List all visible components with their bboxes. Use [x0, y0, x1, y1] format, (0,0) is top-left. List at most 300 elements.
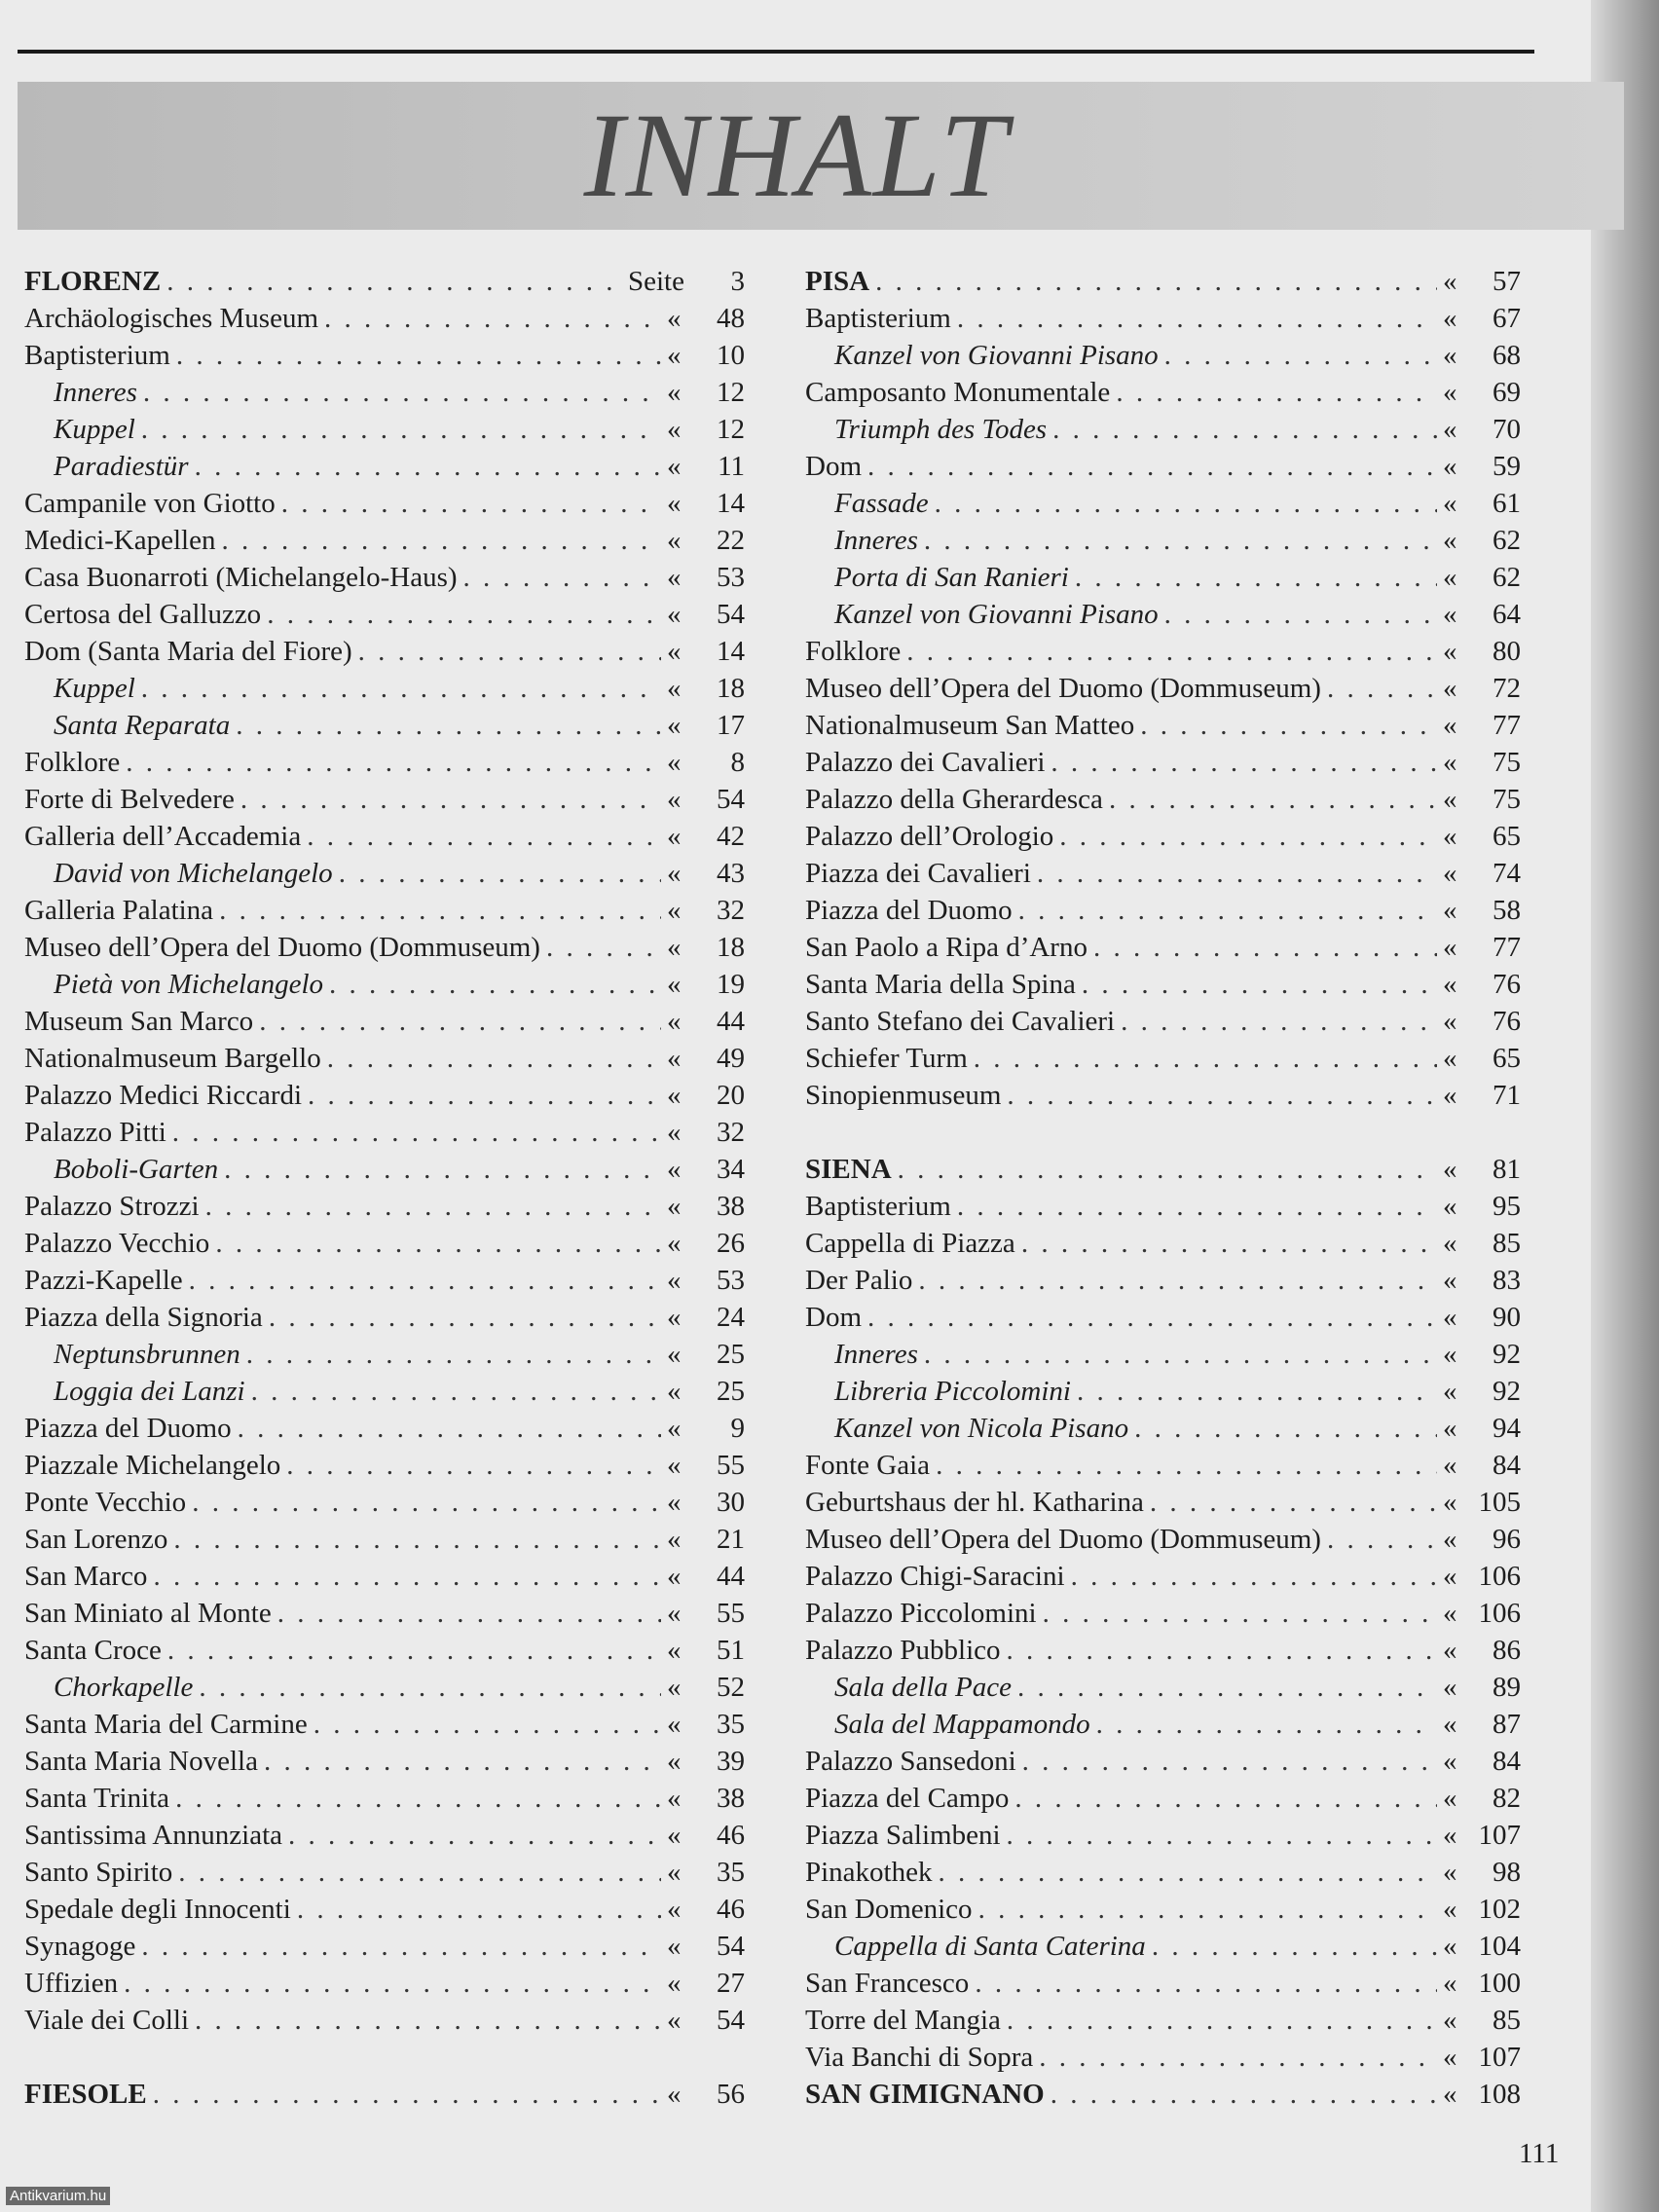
- dot-leader: [935, 485, 1437, 522]
- toc-entry-title: San Marco: [24, 1561, 148, 1592]
- dot-leader: [867, 448, 1437, 485]
- toc-entry: [24, 2002, 745, 2039]
- dot-leader: [288, 1817, 661, 1854]
- toc-entry: [805, 1521, 1521, 1558]
- page-ref-mark: «: [1443, 1746, 1457, 1777]
- page-ref-number: 107: [1478, 1820, 1521, 1851]
- page-ref-number: 53: [717, 1265, 745, 1296]
- page-ref-number: 34: [717, 1154, 745, 1185]
- page-ref-number: 24: [717, 1302, 745, 1333]
- toc-entry-title: Santa Trinita: [24, 1783, 170, 1814]
- page-ref-mark: «: [1443, 1080, 1457, 1111]
- dot-leader: [867, 1299, 1437, 1336]
- page-ref-number: 9: [730, 1413, 745, 1444]
- toc-entry: [805, 522, 1521, 559]
- toc-entry-title: Viale dei Colli: [24, 2005, 190, 2036]
- page-ref-mark: «: [1443, 2079, 1457, 2110]
- toc-entry-title: Pietà von Michelangelo: [54, 969, 324, 1000]
- dot-leader: [1059, 818, 1437, 855]
- toc-entry-title: Medici-Kapellen: [24, 525, 216, 556]
- page-ref-number: 69: [1493, 377, 1521, 408]
- toc-entry: [805, 1780, 1521, 1817]
- toc-entry: [805, 1410, 1521, 1447]
- page-ref-number: 49: [717, 1043, 745, 1074]
- section-gap: [805, 1114, 1521, 1151]
- page-ref-mark: Seite: [628, 266, 684, 297]
- toc-entry-title: Inneres: [834, 1339, 918, 1370]
- title-band: [18, 82, 1624, 230]
- page-ref-mark: «: [667, 821, 682, 852]
- page-ref-number: 75: [1493, 747, 1521, 778]
- dot-leader: [1017, 1669, 1437, 1706]
- page-ref-number: 74: [1493, 858, 1521, 889]
- page-ref-number: 14: [717, 488, 745, 519]
- page-ref-number: 25: [717, 1339, 745, 1370]
- toc-section-heading: [24, 2076, 745, 2113]
- toc-entry: [24, 929, 745, 966]
- page-ref-number: 54: [717, 784, 745, 815]
- dot-leader: [1021, 1225, 1437, 1262]
- page-ref-mark: «: [1443, 1561, 1457, 1592]
- page-ref-number: 51: [717, 1635, 745, 1666]
- dot-leader: [898, 1151, 1437, 1188]
- dot-leader: [1116, 374, 1437, 411]
- dot-leader: [1164, 596, 1437, 633]
- page-number: 111: [1519, 2138, 1560, 2169]
- toc-entry-title: Palazzo Strozzi: [24, 1191, 200, 1222]
- page-ref-mark: «: [667, 414, 682, 445]
- toc-entry-title: Torre del Mangia: [805, 2005, 1001, 2036]
- toc-entry-title: Palazzo Medici Riccardi: [24, 1080, 303, 1111]
- page-ref-mark: «: [1443, 1339, 1457, 1370]
- dot-leader: [124, 1965, 661, 2002]
- toc-entry: [24, 707, 745, 744]
- dot-leader: [1007, 1817, 1437, 1854]
- toc-entry: [805, 707, 1521, 744]
- watermark: Antikvarium.hu: [6, 2187, 110, 2205]
- page-ref-number: 17: [717, 710, 745, 741]
- toc-entry: [805, 1817, 1521, 1854]
- page-ref-number: 76: [1493, 1006, 1521, 1037]
- page-ref-mark: «: [667, 1376, 682, 1407]
- dot-leader: [195, 2002, 661, 2039]
- dot-leader: [1022, 1743, 1437, 1780]
- toc-entry: [24, 1225, 745, 1262]
- toc-entry: [24, 744, 745, 781]
- page-ref-number: 104: [1478, 1931, 1521, 1962]
- toc-entry-title: Museo dell’Opera del Duomo (Dommuseum): [805, 1524, 1321, 1555]
- page-ref-number: 19: [717, 969, 745, 1000]
- page-ref-number: 67: [1493, 303, 1521, 334]
- dot-leader: [1140, 707, 1437, 744]
- top-rule: [18, 50, 1534, 54]
- page-ref-number: 54: [717, 2005, 745, 2036]
- dot-leader: [269, 1299, 661, 1336]
- page-ref-mark: «: [1443, 525, 1457, 556]
- toc-entry-title: Santo Spirito: [24, 1857, 173, 1888]
- toc-entry-title: Campanile von Giotto: [24, 488, 276, 519]
- page-ref-mark: «: [1443, 2005, 1457, 2036]
- page-ref-number: 105: [1478, 1487, 1521, 1518]
- page-ref-number: 106: [1478, 1598, 1521, 1629]
- page-ref-mark: «: [667, 673, 682, 704]
- toc-entry: [24, 1114, 745, 1151]
- dot-leader: [1039, 2039, 1437, 2076]
- page-ref-number: 84: [1493, 1450, 1521, 1481]
- page-ref-mark: «: [1443, 1006, 1457, 1037]
- toc-entry: [805, 1447, 1521, 1484]
- toc-entry: [805, 744, 1521, 781]
- toc-entry: [805, 485, 1521, 522]
- page-ref-number: 102: [1478, 1894, 1521, 1925]
- toc-entry: [24, 522, 745, 559]
- toc-entry: [24, 559, 745, 596]
- toc-entry: [24, 300, 745, 337]
- page-ref-number: 48: [717, 303, 745, 334]
- toc-entry-title: Piazzale Michelangelo: [24, 1450, 281, 1481]
- page-ref-mark: «: [667, 1154, 682, 1185]
- toc-entry-title: Palazzo della Gherardesca: [805, 784, 1103, 815]
- page-ref-mark: «: [1443, 636, 1457, 667]
- toc-entry-title: Palazzo dei Cavalieri: [805, 747, 1046, 778]
- page-ref-number: 54: [717, 599, 745, 630]
- page-ref-number: 75: [1493, 784, 1521, 815]
- page-ref-mark: «: [667, 969, 682, 1000]
- dot-leader: [189, 1262, 661, 1299]
- toc-right-column: [805, 263, 1521, 2113]
- toc-entry-title: FLORENZ: [24, 266, 162, 297]
- page-ref-mark: «: [667, 1302, 682, 1333]
- toc-entry: [805, 1743, 1521, 1780]
- dot-leader: [307, 818, 661, 855]
- toc-entry-title: Schiefer Turm: [805, 1043, 968, 1074]
- toc-entry: [24, 411, 745, 448]
- dot-leader: [1007, 2002, 1437, 2039]
- page-ref-mark: «: [667, 1006, 682, 1037]
- dot-leader: [975, 1965, 1437, 2002]
- toc-entry-title: Palazzo Pitti: [24, 1117, 166, 1148]
- toc-entry: [24, 1965, 745, 2002]
- page-ref-number: 30: [717, 1487, 745, 1518]
- toc-entry-title: Triumph des Todes: [834, 414, 1048, 445]
- toc-entry: [805, 337, 1521, 374]
- dot-leader: [192, 1484, 661, 1521]
- page-ref-number: 56: [717, 2079, 745, 2110]
- page-ref-number: 72: [1493, 673, 1521, 704]
- page-ref-number: 89: [1493, 1672, 1521, 1703]
- page-ref-mark: «: [1443, 1302, 1457, 1333]
- toc-entry: [805, 1558, 1521, 1595]
- page-ref-number: 84: [1493, 1746, 1521, 1777]
- page-ref-mark: «: [667, 377, 682, 408]
- toc-entry: [24, 1706, 745, 1743]
- dot-leader: [906, 633, 1437, 670]
- page-ref-mark: «: [1443, 2042, 1457, 2073]
- toc-section-heading: [805, 2076, 1521, 2113]
- toc-entry-title: Museo dell’Opera del Duomo (Dommuseum): [24, 932, 540, 963]
- toc-entry-title: Santo Stefano dei Cavalieri: [805, 1006, 1116, 1037]
- page-ref-number: 32: [717, 1117, 745, 1148]
- toc-entry: [805, 1965, 1521, 2002]
- page-ref-mark: «: [667, 1709, 682, 1740]
- dot-leader: [875, 263, 1437, 300]
- dot-leader: [1152, 1928, 1437, 1965]
- dot-leader: [1082, 966, 1437, 1003]
- page-ref-number: 35: [717, 1709, 745, 1740]
- toc-entry: [24, 1077, 745, 1114]
- page-ref-number: 85: [1493, 1228, 1521, 1259]
- toc-entry-title: Inneres: [54, 377, 137, 408]
- page-ref-number: 83: [1493, 1265, 1521, 1296]
- toc-entry: [805, 633, 1521, 670]
- toc-entry-title: Chorkapelle: [54, 1672, 194, 1703]
- toc-entry: [805, 300, 1521, 337]
- dot-leader: [167, 1632, 661, 1669]
- toc-entry-title: Boboli-Garten: [54, 1154, 219, 1185]
- page-ref-mark: «: [1443, 1635, 1457, 1666]
- toc-entry: [805, 1188, 1521, 1225]
- page-ref-mark: «: [1443, 895, 1457, 926]
- toc-entry-title: Kuppel: [54, 673, 135, 704]
- toc-entry: [805, 855, 1521, 892]
- page-ref-mark: «: [667, 1450, 682, 1481]
- toc-entry-title: Synagoge: [24, 1931, 136, 1962]
- toc-entry-title: Forte di Belvedere: [24, 784, 235, 815]
- toc-entry-title: Sala della Pace: [834, 1672, 1013, 1703]
- page-ref-number: 32: [717, 895, 745, 926]
- dot-leader: [141, 670, 661, 707]
- page-ref-mark: «: [1443, 747, 1457, 778]
- toc-entry-title: Cappella di Piazza: [805, 1228, 1015, 1259]
- toc-entry: [24, 1373, 745, 1410]
- toc-entry-title: Folklore: [24, 747, 121, 778]
- page-ref-number: 55: [717, 1598, 745, 1629]
- toc-entry-title: Piazza del Campo: [805, 1783, 1010, 1814]
- toc-entry-title: Santa Croce: [24, 1635, 162, 1666]
- page-ref-mark: «: [667, 710, 682, 741]
- dot-leader: [1037, 855, 1437, 892]
- toc-entry: [805, 1632, 1521, 1669]
- toc-entry-title: Cappella di Santa Caterina: [834, 1931, 1146, 1962]
- page-ref-mark: «: [667, 1228, 682, 1259]
- toc-entry-title: Santissima Annunziata: [24, 1820, 282, 1851]
- page-ref-number: 82: [1493, 1783, 1521, 1814]
- page-ref-number: 80: [1493, 636, 1521, 667]
- toc-entry-title: Piazza della Signoria: [24, 1302, 263, 1333]
- page-ref-mark: «: [667, 2079, 682, 2110]
- page-ref-number: 85: [1493, 2005, 1521, 2036]
- toc-entry-title: San Francesco: [805, 1968, 970, 1999]
- toc-entry: [805, 892, 1521, 929]
- page-ref-mark: «: [1443, 266, 1457, 297]
- dot-leader: [178, 1854, 661, 1891]
- page-ref-number: 27: [717, 1968, 745, 1999]
- toc-entry-title: Pinakothek: [805, 1857, 933, 1888]
- dot-leader: [264, 1743, 661, 1780]
- page-ref-mark: «: [667, 1746, 682, 1777]
- page-ref-number: 81: [1493, 1154, 1521, 1185]
- page-ref-mark: «: [667, 932, 682, 963]
- toc-entry-title: San Domenico: [805, 1894, 973, 1925]
- toc-entry-title: Piazza dei Cavalieri: [805, 858, 1031, 889]
- page-ref-mark: «: [667, 1672, 682, 1703]
- toc-entry: [805, 559, 1521, 596]
- toc-entry: [805, 374, 1521, 411]
- dot-leader: [463, 559, 661, 596]
- toc-entry: [24, 1188, 745, 1225]
- toc-entry: [24, 448, 745, 485]
- dot-leader: [974, 1040, 1437, 1077]
- toc-entry: [24, 1632, 745, 1669]
- page-ref-mark: «: [1443, 1228, 1457, 1259]
- toc-entry-title: David von Michelangelo: [54, 858, 333, 889]
- page-ref-mark: «: [1443, 784, 1457, 815]
- toc-entry: [805, 1262, 1521, 1299]
- dot-leader: [978, 1891, 1437, 1928]
- dot-leader: [1121, 1003, 1437, 1040]
- page-ref-mark: «: [1443, 1931, 1457, 1962]
- page-ref-mark: «: [1443, 1968, 1457, 1999]
- page-ref-number: 96: [1493, 1524, 1521, 1555]
- page-ref-mark: «: [1443, 1524, 1457, 1555]
- page-ref-number: 62: [1493, 525, 1521, 556]
- toc-entry: [805, 1040, 1521, 1077]
- toc-entry: [805, 929, 1521, 966]
- toc-entry-title: Dom: [805, 1302, 862, 1333]
- dot-leader: [286, 1447, 661, 1484]
- dot-leader: [1327, 1521, 1437, 1558]
- page-ref-mark: «: [1443, 488, 1457, 519]
- dot-leader: [173, 1521, 661, 1558]
- toc-entry: [805, 781, 1521, 818]
- dot-leader: [221, 522, 661, 559]
- page-ref-mark: «: [667, 1598, 682, 1629]
- page-ref-mark: «: [1443, 1154, 1457, 1185]
- toc-entry-title: Piazza del Duomo: [805, 895, 1013, 926]
- toc-entry: [805, 1484, 1521, 1521]
- toc-entry-title: Santa Reparata: [54, 710, 231, 741]
- dot-leader: [1071, 1558, 1437, 1595]
- dot-leader: [175, 1780, 661, 1817]
- dot-leader: [205, 1188, 661, 1225]
- page-ref-mark: «: [1443, 1413, 1457, 1444]
- page-ref-number: 95: [1493, 1191, 1521, 1222]
- toc-entry-title: Pazzi-Kapelle: [24, 1265, 183, 1296]
- dot-leader: [251, 1373, 661, 1410]
- toc-entry: [805, 1928, 1521, 1965]
- page-ref-number: 87: [1493, 1709, 1521, 1740]
- toc-entry: [24, 781, 745, 818]
- toc-entry: [24, 1151, 745, 1188]
- toc-entry: [24, 855, 745, 892]
- toc-entry-title: Dom (Santa Maria del Fiore): [24, 636, 352, 667]
- page-ref-mark: «: [667, 636, 682, 667]
- page-right-edge: [1591, 0, 1659, 2212]
- dot-leader: [546, 929, 661, 966]
- page-ref-mark: «: [1443, 303, 1457, 334]
- page-ref-number: 3: [730, 266, 745, 297]
- page-ref-number: 11: [718, 451, 745, 482]
- page-ref-number: 98: [1493, 1857, 1521, 1888]
- page-ref-number: 44: [717, 1561, 745, 1592]
- toc-entry: [24, 1928, 745, 1965]
- toc-entry: [805, 1225, 1521, 1262]
- toc-entry-title: Sinopienmuseum: [805, 1080, 1002, 1111]
- toc-entry: [805, 1336, 1521, 1373]
- toc-entry-title: SAN GIMIGNANO: [805, 2079, 1045, 2110]
- page-ref-mark: «: [667, 1820, 682, 1851]
- page-ref-mark: «: [667, 895, 682, 926]
- toc-entry-title: PISA: [805, 266, 870, 297]
- page-ref-number: 70: [1493, 414, 1521, 445]
- toc-entry-title: Sala del Mappamondo: [834, 1709, 1090, 1740]
- dot-leader: [1150, 1484, 1437, 1521]
- toc-entry: [24, 818, 745, 855]
- page-ref-mark: «: [1443, 340, 1457, 371]
- page-ref-mark: «: [1443, 1043, 1457, 1074]
- toc-entry: [805, 1077, 1521, 1114]
- dot-leader: [1109, 781, 1437, 818]
- dot-leader: [141, 1928, 661, 1965]
- toc-entry: [805, 670, 1521, 707]
- toc-entry-title: Libreria Piccolomini: [834, 1376, 1071, 1407]
- page-ref-mark: «: [1443, 969, 1457, 1000]
- toc-entry: [24, 337, 745, 374]
- toc-entry-title: Piazza Salimbeni: [805, 1820, 1001, 1851]
- dot-leader: [1014, 1780, 1437, 1817]
- dot-leader: [1093, 929, 1437, 966]
- dot-leader: [126, 744, 661, 781]
- page-ref-mark: «: [667, 1783, 682, 1814]
- dot-leader: [267, 596, 661, 633]
- toc-entry-title: Museo dell’Opera del Duomo (Dommuseum): [805, 673, 1321, 704]
- dot-leader: [924, 1336, 1437, 1373]
- page-ref-mark: «: [1443, 1450, 1457, 1481]
- section-gap: [24, 2039, 745, 2076]
- dot-leader: [1164, 337, 1437, 374]
- page-ref-mark: «: [667, 340, 682, 371]
- dot-leader: [324, 300, 661, 337]
- page-ref-mark: «: [1443, 451, 1457, 482]
- page-ref-mark: «: [1443, 1857, 1457, 1888]
- toc-entry-title: Kanzel von Giovanni Pisano: [834, 599, 1159, 630]
- toc-entry: [805, 1595, 1521, 1632]
- toc-entry-title: Inneres: [834, 525, 918, 556]
- page-ref-mark: «: [667, 1117, 682, 1148]
- toc-entry-title: Palazzo Sansedoni: [805, 1746, 1016, 1777]
- page-ref-mark: «: [1443, 673, 1457, 704]
- dot-leader: [240, 781, 661, 818]
- dot-leader: [246, 1336, 661, 1373]
- page-ref-number: 12: [717, 377, 745, 408]
- toc-entry: [24, 1410, 745, 1447]
- page-ref-mark: «: [667, 1191, 682, 1222]
- page-ref-number: 58: [1493, 895, 1521, 926]
- page-ref-number: 21: [717, 1524, 745, 1555]
- page-ref-mark: «: [667, 1561, 682, 1592]
- page-ref-number: 54: [717, 1931, 745, 1962]
- page-ref-number: 59: [1493, 451, 1521, 482]
- toc-entry: [24, 1336, 745, 1373]
- page-ref-number: 76: [1493, 969, 1521, 1000]
- page-ref-mark: «: [1443, 858, 1457, 889]
- page-ref-mark: «: [1443, 562, 1457, 593]
- toc-entry-title: Museum San Marco: [24, 1006, 254, 1037]
- toc-section-heading: [24, 263, 745, 300]
- page-ref-mark: «: [667, 784, 682, 815]
- toc-entry-title: Palazzo Vecchio: [24, 1228, 210, 1259]
- toc-entry-title: FIESOLE: [24, 2079, 147, 2110]
